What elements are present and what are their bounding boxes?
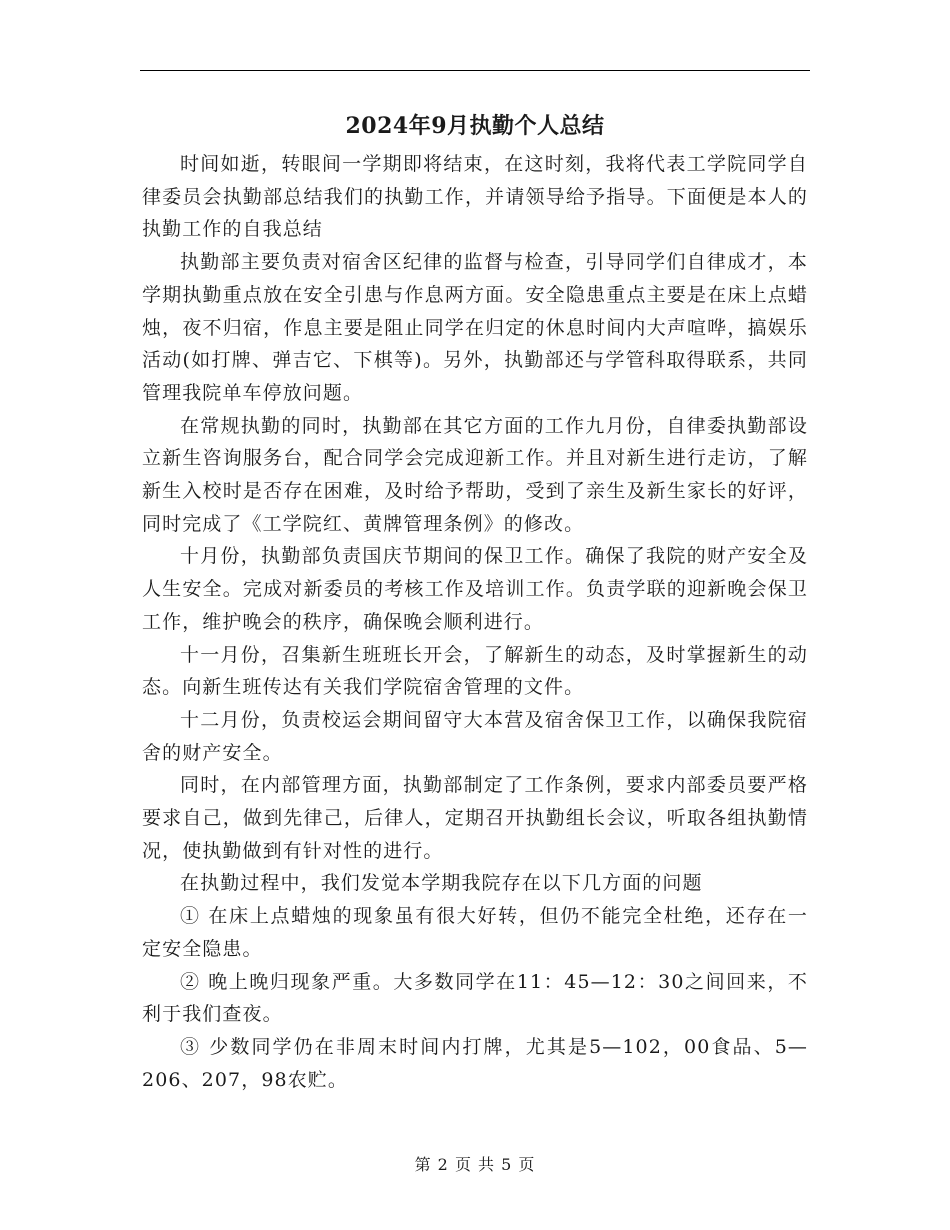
list-item-problem-1: ① 在床上点蜡烛的现象虽有很大好转，但仍不能完全杜绝，还存在一定安全隐患。	[142, 905, 808, 960]
header-rule	[140, 70, 810, 71]
paragraph-problems-intro: 在执勤过程中，我们发觉本学期我院存在以下几方面的问题	[180, 872, 703, 895]
paragraph-december: 十二月份，负责校运会期间留守大本营及宿舍保卫工作，以确保我院宿舍的财产安全。	[142, 708, 808, 764]
document-body	[142, 148, 808, 1096]
paragraph-intro: 时间如逝，转眼间一学期即将结束，在这时刻，我将代表工学院同学自律委员会执勤部总结我们的执勤工作，并请领导给予指导。下面便是本人的执勤工作的自我总结	[142, 153, 808, 241]
list-item-problem-2: ② 晚上晚归现象严重。大多数同学在11：45—12：30之间回来，不利于我们查夜。	[142, 970, 808, 1026]
document-title: 2024年9月执勤个人总结	[345, 113, 605, 139]
paragraph-duties: 执勤部主要负责对宿舍区纪律的监督与检查，引导同学们自律成才，本学期执勤重点放在安全引患与作息两方面。安全隐患重点主要是在床上点蜡烛，夜不归宿，作息主要是阻止同学在归定的休息时间内大声喧哗，搞娱乐活动(如打牌、弹吉它、下棋等)。另外，执勤部还与学管科取得联系，共同管理我院单车停放问题。	[142, 251, 808, 404]
list-item-problem-3: ③ 少数同学仍在非周末时间内打牌，尤其是5—102，00食品、5—206、207，98农贮。	[142, 1035, 808, 1091]
page-number-footer: 第 2 页 共 5 页	[414, 1155, 536, 1174]
paragraph-september: 在常规执勤的同时，执勤部在其它方面的工作九月份，自律委执勤部设立新生咨询服务台，配合同学会完成迎新工作。并且对新生进行走访，了解新生入校时是否存在困难，及时给予帮助，受到了亲生及新生家长的好评，同时完成了《工学院红、黄牌管理条例》的修改。	[142, 414, 808, 535]
paragraph-october: 十月份，执勤部负责国庆节期间的保卫工作。确保了我院的财产安全及人生安全。完成对新委员的考核工作及培训工作。负责学联的迎新晚会保卫工作，维护晚会的秩序，确保晚会顺利进行。	[142, 545, 808, 633]
paragraph-internal-management: 同时，在内部管理方面，执勤部制定了工作条例，要求内部委员要严格要求自己，做到先律己，后律人，定期召开执勤组长会议，听取各组执勤情况，使执勤做到有针对性的进行。	[142, 774, 808, 862]
paragraph-november: 十一月份，召集新生班班长开会，了解新生的动态，及时掌握新生的动态。向新生班传达有关我们学院宿舍管理的文件。	[142, 643, 808, 699]
